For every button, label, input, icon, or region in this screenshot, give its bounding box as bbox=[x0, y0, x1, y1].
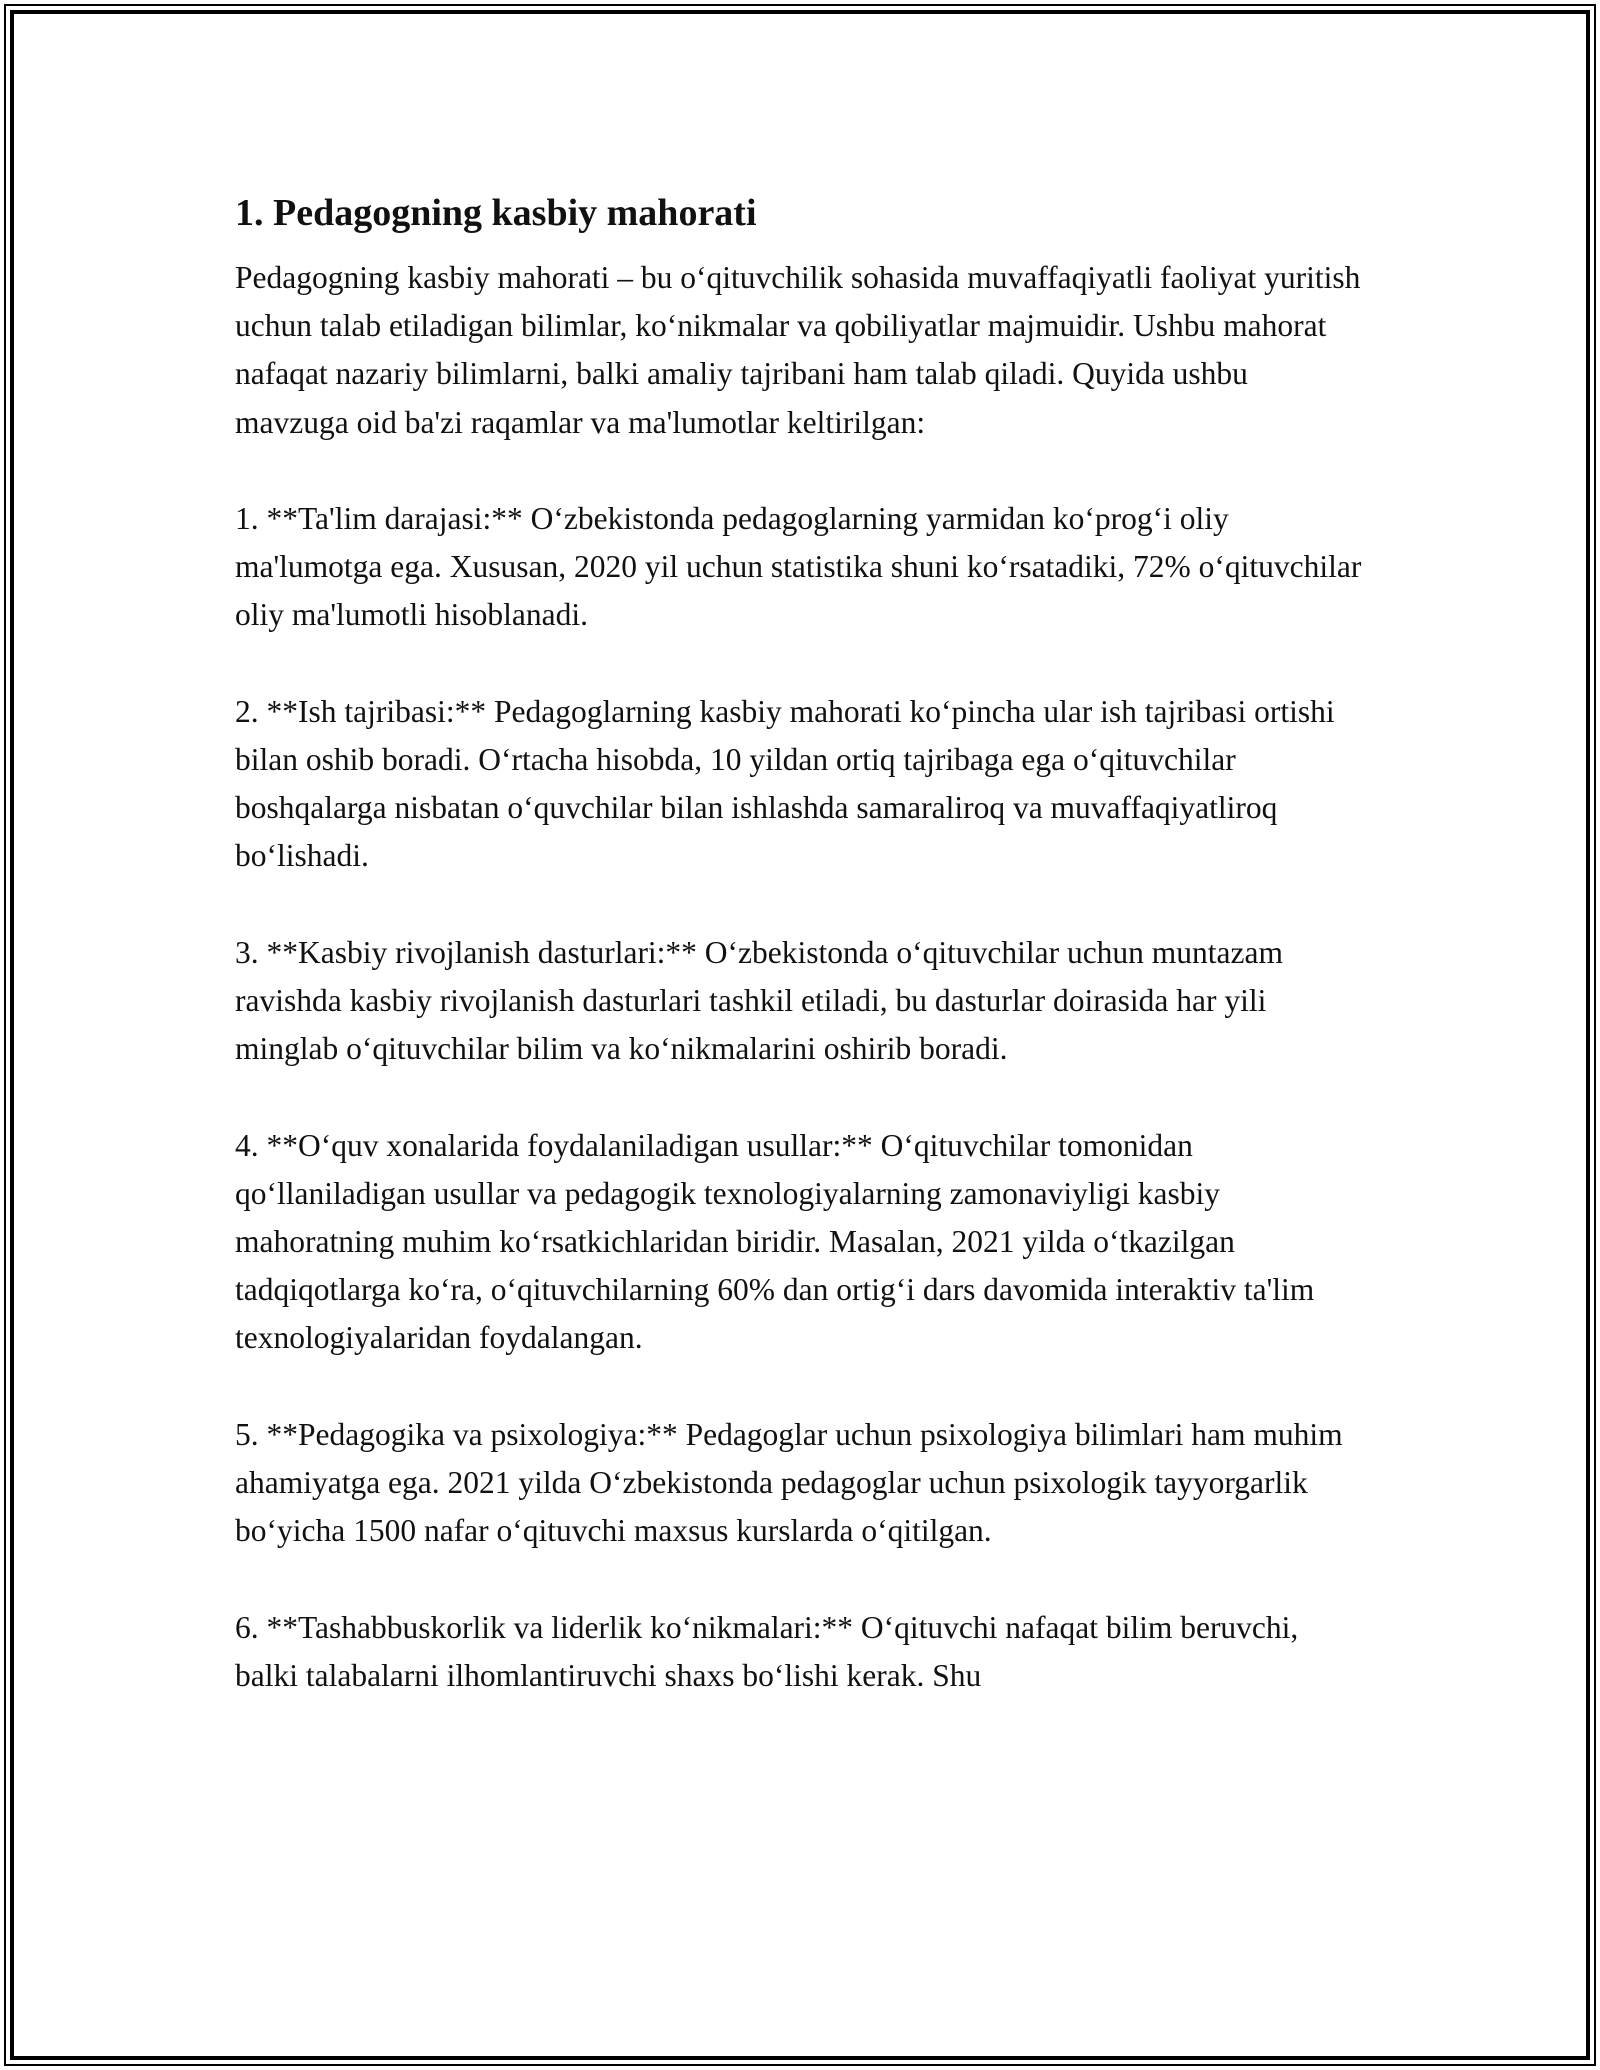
list-item-professional-development: 3. **Kasbiy rivojlanish dasturlari:** O‘zbekistonda o‘qituvchilar uchun muntazam ravishda kasbiy rivojlanish dasturlari tashkil etiladi, bu dasturlar doirasida har yili minglab o‘qituvchilar bilim va ko‘nikmalarini oshirib boradi. bbox=[235, 934, 1284, 1067]
list-item-pedagogy-psychology: 5. **Pedagogika va psixologiya:** Pedagoglar uchun psixologiya bilimlari ham muhim ahamiyatga ega. 2021 yilda O‘zbekistonda pedagoglar uchun psixologik tayyorgarlik bo‘yicha 1500 nafar o‘qituvchi maxsus kurslarda o‘qitilgan. bbox=[235, 1416, 1343, 1549]
list-item-classroom-methods: 4. **O‘quv xonalarida foydalaniladigan usullar:** O‘qituvchilar tomonidan qo‘llaniladigan usullar va pedagogik texnologiyalarning zamonaviyligi kasbiy mahoratning muhim ko‘rsatkichlaridan biridir. Masalan, 2021 yilda o‘tkazilgan tadqiqotlarga ko‘ra, o‘qituvchilarning 60% dan ortig‘i dars davomida interaktiv ta'lim texnologiyalaridan foydalangan. bbox=[235, 1127, 1315, 1356]
document-body bbox=[235, 186, 1365, 1700]
document-title: 1. Pedagogning kasbiy mahorati bbox=[235, 192, 757, 234]
list-item-leadership-skills: 6. **Tashabbuskorlik va liderlik ko‘nikmalari:** O‘qituvchi nafaqat bilim beruvchi, balki talabalarni ilhomlantiruvchi shaxs bo‘lishi kerak. Shu bbox=[235, 1609, 1299, 1693]
list-item-education-level: 1. **Ta'lim darajasi:** O‘zbekistonda pedagoglarning yarmidan ko‘prog‘i oliy ma'lumotga ega. Xususan, 2020 yil uchun statistika shuni ko‘rsatadiki, 72% o‘qituvchilar oliy ma'lumotli hisoblanadi. bbox=[235, 501, 1362, 633]
intro-paragraph: Pedagogning kasbiy mahorati – bu o‘qituvchilik sohasida muvaffaqiyatli faoliyat yuritish uchun talab etiladigan bilimlar, ko‘nikmalar va qobiliyatlar majmuidir. Ushbu mahorat nafaqat nazariy bilimlarni, balki amaliy tajribani ham talab qiladi. Quyida ushbu mavzuga oid ba'zi raqamlar va ma'lumotlar keltirilgan: bbox=[235, 260, 1361, 440]
list-item-work-experience: 2. **Ish tajribasi:** Pedagoglarning kasbiy mahorati ko‘pincha ular ish tajribasi ortishi bilan oshib boradi. O‘rtacha hisobda, 10 yildan ortiq tajribaga ega o‘qituvchilar boshqalarga nisbatan o‘quvchilar bilan ishlashda samaraliroq va muvaffaqiyatliroq bo‘lishadi. bbox=[235, 693, 1335, 874]
